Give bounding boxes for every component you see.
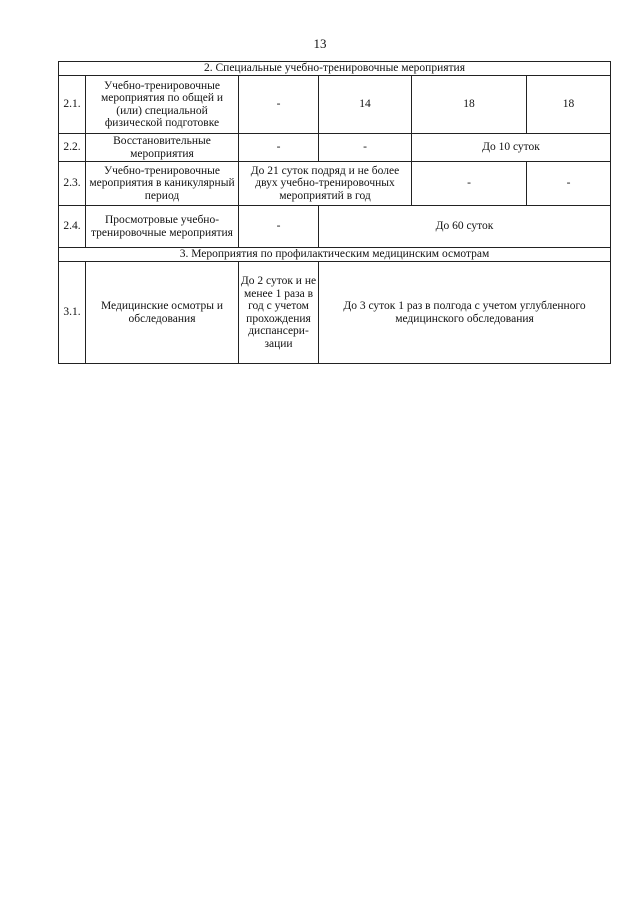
- value-cell: До 10 суток: [412, 134, 611, 162]
- value-cell: -: [412, 162, 527, 206]
- value-cell: До 3 суток 1 раз в полгода с учетом углубленного медицинского обследования: [319, 262, 611, 364]
- value-cell: До 2 суток и не менее 1 раза в год с учетом прохождения диспансери-зации: [239, 262, 319, 364]
- value-cell: 18: [412, 76, 527, 134]
- value-cell: 18: [527, 76, 611, 134]
- row-number: 3.1.: [59, 262, 86, 364]
- event-name: Медицинские осмотры и обследования: [86, 262, 239, 364]
- event-name: Восстановительные мероприятия: [86, 134, 239, 162]
- value-cell: -: [239, 76, 319, 134]
- value-cell: 14: [319, 76, 412, 134]
- value-cell: -: [527, 162, 611, 206]
- table-row-2-1: [59, 76, 611, 134]
- value-cell: -: [239, 206, 319, 248]
- section-2-title: 2. Специальные учебно-тренировочные мероприятия: [59, 62, 611, 76]
- row-number: 2.1.: [59, 76, 86, 134]
- value-cell: -: [319, 134, 412, 162]
- value-cell: До 60 суток: [319, 206, 611, 248]
- row-number: 2.3.: [59, 162, 86, 206]
- row-number: 2.4.: [59, 206, 86, 248]
- value-cell: -: [239, 134, 319, 162]
- event-name: Учебно-тренировочные мероприятия по общей и (или) специальной физической подготовке: [86, 76, 239, 134]
- table-row-2-3: [59, 162, 611, 206]
- table-row-2-4: [59, 206, 611, 248]
- page-number: 13: [313, 36, 327, 51]
- section-3-header-row: [59, 248, 611, 262]
- training-events-table: [58, 61, 611, 364]
- value-cell: До 21 суток подряд и не более двух учебно-тренировочных мероприятий в год: [239, 162, 412, 206]
- table-row-3-1: [59, 262, 611, 364]
- section-3-title: 3. Мероприятия по профилактическим медицинским осмотрам: [59, 248, 611, 262]
- row-number: 2.2.: [59, 134, 86, 162]
- table-row-2-2: [59, 134, 611, 162]
- event-name: Учебно-тренировочные мероприятия в каникулярный период: [86, 162, 239, 206]
- event-name: Просмотровые учебно-тренировочные мероприятия: [86, 206, 239, 248]
- section-2-header-row: [59, 62, 611, 76]
